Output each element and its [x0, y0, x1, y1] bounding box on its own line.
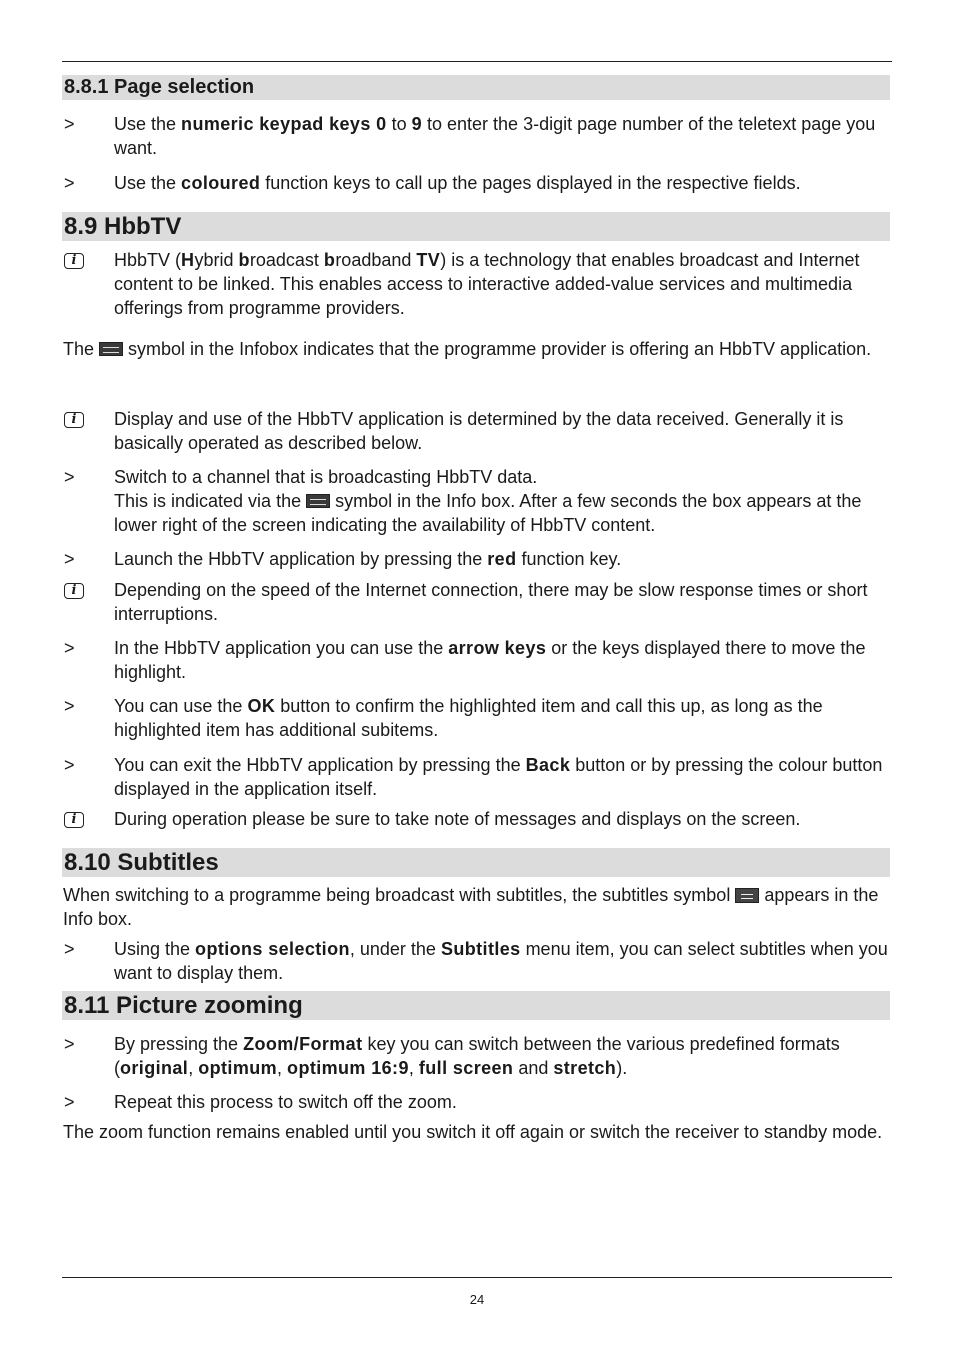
list-item — [62, 937, 890, 985]
info-icon: i — [64, 253, 84, 269]
info-note — [62, 578, 890, 626]
paragraph: The symbol in the Infobox indicates that the programme provider is offering an HbbTV application. — [63, 339, 872, 359]
bullet-marker: > — [64, 939, 75, 959]
bullet-marker: > — [64, 638, 75, 658]
list-item — [62, 636, 890, 684]
header-rule — [62, 61, 892, 62]
info-note-text: Display and use of the HbbTV application is determined by the data received. Generally it is basically operated as described below. — [114, 409, 844, 453]
key-name: OK — [247, 696, 276, 716]
list-item-text: Switch to a channel that is broadcasting HbbTV data. This is indicated via the symbol in the Info box. After a few seconds the box appears at the lower right of the screen indicating the availability of HbbTV content. — [114, 467, 862, 535]
key-name: Subtitles — [440, 939, 521, 959]
list-item-text: You can use the OK button to confirm the highlighted item and call this up, as long as the highlighted item has additional subitems. — [114, 696, 823, 740]
bullet-marker: > — [64, 173, 75, 193]
bullet-marker: > — [64, 1092, 75, 1112]
list-item — [62, 1032, 890, 1080]
list-item-text: Use the coloured function keys to call up the pages displayed in the respective fields. — [114, 173, 801, 193]
section-heading-8-9: 8.9 HbbTV — [62, 212, 890, 241]
list-item — [62, 694, 890, 742]
key-name: 9 — [411, 114, 422, 134]
bullet-marker: > — [64, 1034, 75, 1054]
info-note-text: During operation please be sure to take note of messages and displays on the screen. — [114, 809, 801, 829]
list-item-text: Use the numeric keypad keys 0 to 9 to enter the 3-digit page number of the teletext page you want. — [114, 114, 876, 158]
key-name: Zoom/Format — [243, 1034, 363, 1054]
page-number: 24 — [469, 1292, 485, 1307]
key-name: red — [487, 549, 517, 569]
paragraph: The zoom function remains enabled until you switch it off again or switch the receiver to standby mode. — [63, 1122, 883, 1142]
section-heading-8-10: 8.10 Subtitles — [62, 848, 890, 877]
key-name: arrow keys — [448, 638, 547, 658]
hbbtv-symbol-icon — [99, 342, 123, 356]
section-heading-8-8-1: 8.8.1 Page selection — [62, 75, 890, 100]
key-name: numeric keypad keys 0 — [181, 114, 387, 134]
bullet-marker: > — [64, 114, 75, 134]
key-name: coloured — [181, 173, 261, 193]
info-note-text: Depending on the speed of the Internet connection, there may be slow response times or short interruptions. — [114, 580, 868, 624]
bullet-marker: > — [64, 549, 75, 569]
list-item-text: Repeat this process to switch off the zoom. — [114, 1092, 457, 1112]
info-icon: i — [64, 412, 84, 428]
footer-rule — [62, 1277, 892, 1278]
info-note — [62, 407, 890, 455]
bullet-marker: > — [64, 755, 75, 775]
info-icon: i — [64, 583, 84, 599]
paragraph: When switching to a programme being broadcast with subtitles, the subtitles symbol appears in the Info box. — [63, 885, 879, 929]
info-note — [62, 248, 890, 320]
list-item — [62, 112, 890, 160]
bullet-marker: > — [64, 696, 75, 716]
section-heading-8-11: 8.11 Picture zooming — [62, 991, 890, 1020]
list-item — [62, 753, 890, 801]
list-item — [62, 1090, 890, 1114]
list-item-text: Launch the HbbTV application by pressing the red function key. — [114, 549, 622, 569]
list-item-text: In the HbbTV application you can use the arrow keys or the keys displayed there to move the highlight. — [114, 638, 866, 682]
list-item — [62, 547, 890, 571]
info-icon: i — [64, 812, 84, 828]
hbbtv-symbol-icon — [306, 494, 330, 508]
key-name: options selection — [195, 939, 350, 959]
subtitles-symbol-icon — [735, 888, 759, 903]
info-note — [62, 807, 890, 831]
list-item — [62, 171, 890, 195]
list-item — [62, 465, 890, 537]
bullet-marker: > — [64, 467, 75, 487]
list-item-text: You can exit the HbbTV application by pressing the Back button or by pressing the colour button displayed in the application itself. — [114, 755, 883, 799]
list-item-text: Using the options selection, under the Subtitles menu item, you can select subtitles when you want to display them. — [114, 939, 888, 983]
key-name: Back — [525, 755, 571, 775]
info-note-text: HbbTV (Hybrid broadcast broadband TV) is a technology that enables broadcast and Internet content to be linked. This enables access to interactive added-value services and multimedia offerings from programme providers. — [114, 250, 860, 318]
list-item-text: By pressing the Zoom/Format key you can switch between the various predefined formats (original, optimum, optimum 16:9, full screen and stretch). — [114, 1034, 840, 1078]
